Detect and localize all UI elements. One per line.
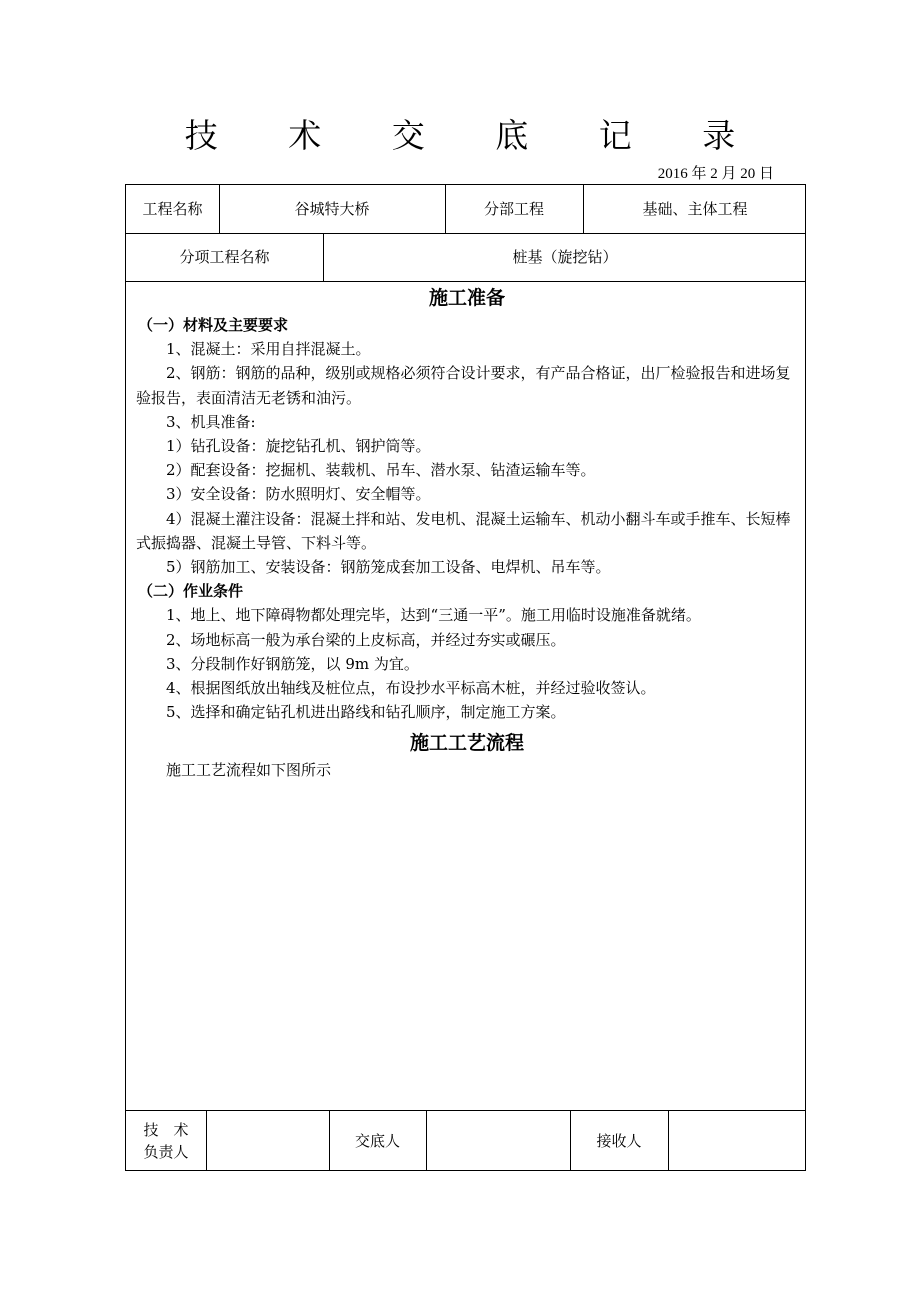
list-item: 1）钻孔设备：旋挖钻孔机、钢护筒等。: [166, 437, 431, 456]
list-item: 2）配套设备：挖掘机、装载机、吊车、潜水泵、钻渣运输车等。: [166, 461, 596, 480]
tech-lead-label-line1: 技 术: [143, 1120, 189, 1139]
list-item: 3、分段制作好钢筋笼，以 9m 为宜。: [166, 654, 419, 673]
list-item: 1、混凝土：采用自拌混凝土。: [166, 340, 371, 359]
list-item: 2、场地标高一般为承台梁的上皮标高，并经过夯实或碾压。: [166, 630, 566, 649]
receiver-label: 接收人: [596, 1131, 642, 1150]
division-label: 分部工程: [483, 200, 544, 218]
list-item: 4）混凝土灌注设备：混凝土拌和站、发电机、混凝土运输车、机动小翻斗车或手推车、长短棒式振捣器、混凝土导管、下料斗等。: [136, 509, 791, 552]
list-item: 1、地上、地下障碍物都处理完毕，达到“三通一平”。施工用临时设施准备就绪。: [166, 606, 701, 625]
subitem-label: 分项工程名称: [179, 248, 270, 266]
list-item: 5）钢筋加工、安装设备：钢筋笼成套加工设备、电焊机、吊车等。: [166, 558, 611, 577]
document-title: 技 术 交 底 记 录: [184, 116, 766, 155]
division-value: 基础、主体工程: [642, 200, 748, 218]
subitem-value: 桩基（旋挖钻）: [512, 248, 618, 266]
part-title-conditions: （二）作业条件: [138, 582, 244, 601]
list-item: 2、钢筋：钢筋的品种，级别或规格必须符合设计要求，有产品合格证，出厂检验报告和进场复验报告，表面清洁无老锈和油污。: [136, 364, 791, 407]
section-title-process-flow: 施工工艺流程: [409, 732, 524, 755]
list-item: 5、选择和确定钻孔机进出路线和钻孔顺序，制定施工方案。: [166, 703, 566, 722]
project-name-label: 工程名称: [142, 200, 203, 218]
section-title-preparation: 施工准备: [428, 287, 505, 309]
presenter-signature[interactable]: [426, 1110, 570, 1171]
disclosure-content: [136, 281, 798, 783]
list-item: 4、根据图纸放出轴线及桩位点，布设抄水平标高木桩，并经过验收签认。: [166, 679, 656, 698]
tech-lead-label-line2: 负责人: [143, 1142, 189, 1161]
process-flow-note: 施工工艺流程如下图所示: [166, 761, 332, 780]
tech-lead-label: [126, 1110, 206, 1171]
part-title-materials: （一）材料及主要要求: [138, 316, 289, 334]
list-item: 3、机具准备:: [166, 412, 256, 431]
document-date: 2016 年 2 月 20 日: [657, 166, 774, 182]
list-item: 3）安全设备：防水照明灯、安全帽等。: [166, 485, 431, 504]
receiver-signature[interactable]: [668, 1110, 807, 1171]
record-form: [125, 184, 806, 1171]
project-name-value: 谷城特大桥: [294, 200, 370, 218]
presenter-label: 交底人: [354, 1131, 400, 1150]
tech-lead-signature[interactable]: [206, 1110, 329, 1171]
